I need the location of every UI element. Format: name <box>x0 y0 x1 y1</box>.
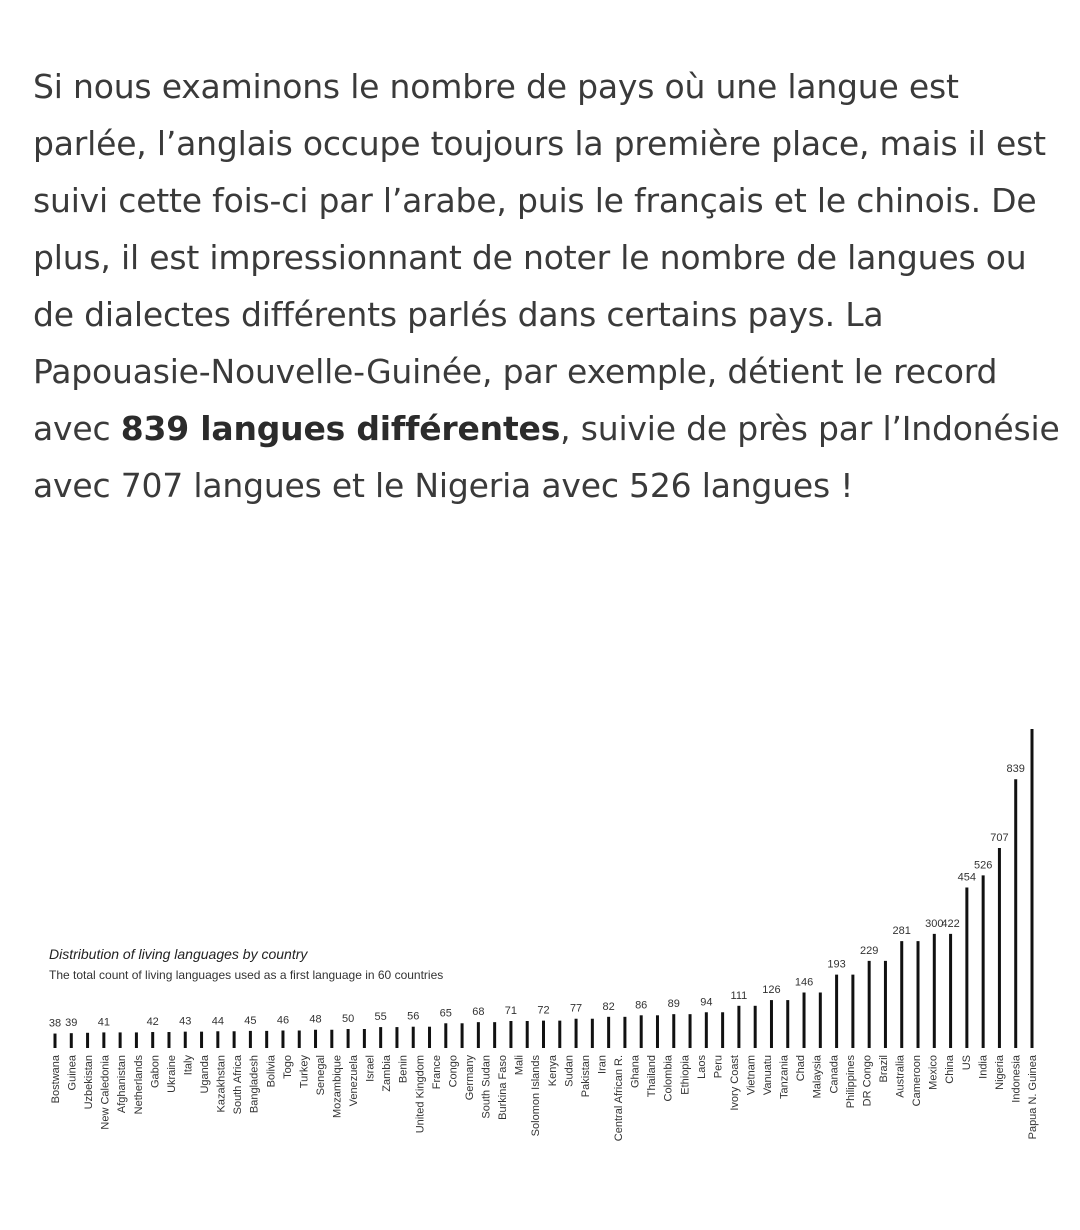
category-label: New Caledonia <box>99 1055 112 1130</box>
category-label: Mozambique <box>331 1055 344 1118</box>
value-label: 77 <box>569 1002 583 1015</box>
category-label: Ivory Coast <box>728 1055 741 1111</box>
value-label: 89 <box>667 998 680 1011</box>
value-label: 68 <box>472 1006 485 1019</box>
value-label: 45 <box>244 1014 257 1027</box>
value-label: 65 <box>439 1007 452 1020</box>
category-label: Central African R. <box>613 1055 626 1142</box>
value-label: 94 <box>700 996 713 1009</box>
value-label: 229 <box>859 944 879 957</box>
category-label: France <box>430 1055 443 1090</box>
value-label: 707 <box>990 832 1009 845</box>
value-label: 48 <box>309 1013 322 1026</box>
article-text-after: , suivie de près par l’Indonésie avec 707 langues et le Nigeria avec 526 langues ! <box>33 409 1060 505</box>
category-label: Mali <box>513 1055 526 1076</box>
category-label: Uganda <box>199 1055 212 1094</box>
category-label: Colombia <box>662 1055 675 1102</box>
category-label: Tanzania <box>778 1055 791 1100</box>
category-label: Sudan <box>563 1055 576 1087</box>
category-label: Guinea <box>66 1055 79 1091</box>
category-label: Cameroon <box>911 1055 924 1107</box>
value-label-group <box>49 763 1025 1029</box>
category-label: Pakistan <box>579 1055 592 1098</box>
category-label: Togo <box>281 1055 294 1079</box>
value-label: 281 <box>892 925 911 938</box>
category-label: United Kingdom <box>414 1055 427 1134</box>
value-label: 526 <box>973 859 993 872</box>
category-label: Australia <box>894 1055 907 1098</box>
category-label: Peru <box>712 1055 725 1079</box>
category-label: Indonesia <box>1010 1055 1023 1103</box>
chart-title: Distribution of living languages by country <box>49 946 308 962</box>
category-label: Bostwana <box>50 1055 62 1104</box>
value-label: 56 <box>407 1010 420 1023</box>
value-label: 42 <box>146 1016 159 1029</box>
value-label: 43 <box>179 1015 192 1028</box>
value-label: 193 <box>827 958 846 971</box>
bar-group <box>55 729 1032 1048</box>
category-label: South Sudan <box>480 1055 493 1119</box>
value-label: 72 <box>537 1004 550 1017</box>
category-label: Netherlands <box>132 1055 145 1115</box>
category-label: Germany <box>463 1055 476 1101</box>
value-label: 86 <box>635 999 648 1012</box>
category-label: Burkina Faso <box>497 1055 510 1120</box>
category-label: DR Congo <box>861 1055 874 1107</box>
category-label: Senegal <box>314 1055 327 1096</box>
category-label: Congo <box>447 1055 460 1088</box>
value-label: 126 <box>762 984 781 997</box>
category-label: Ghana <box>629 1055 642 1089</box>
category-label: Kenya <box>546 1055 559 1087</box>
value-label: 55 <box>374 1011 387 1024</box>
category-label: Canada <box>828 1055 841 1094</box>
category-label: Benin <box>397 1055 410 1084</box>
category-label: South Africa <box>232 1055 245 1115</box>
category-label: Italy <box>182 1055 195 1076</box>
category-label: Afghanistan <box>116 1055 129 1114</box>
value-label: 839 <box>1006 763 1025 776</box>
category-label: Israel <box>364 1055 377 1082</box>
category-label: Bolivia <box>265 1055 278 1088</box>
value-label: 111 <box>730 989 748 1002</box>
category-label: Bangladesh <box>248 1055 261 1114</box>
category-label: Mexico <box>927 1055 940 1090</box>
value-label: 50 <box>341 1012 355 1025</box>
value-label: 41 <box>97 1016 110 1029</box>
category-label: Laos <box>695 1055 708 1079</box>
category-label: Ethiopia <box>679 1055 692 1095</box>
value-label: 44 <box>211 1015 224 1028</box>
article-text-before: Si nous examinons le nombre de pays où une langue est parlée, l’anglais occupe toujours la première place, mais il est suivi cette fois-ci par l’arabe, puis le français et le chinois. De plus, il est impressionnant de noter le nombre de langues ou de dialectes différents parlés dans certains pays. La Papouasie-Nouvelle-Guinée, par exemple, détient le record avec <box>33 67 1046 448</box>
value-label: 39 <box>65 1017 78 1030</box>
category-label: India <box>977 1055 990 1079</box>
value-label: 46 <box>276 1014 290 1027</box>
category-label: Philippines <box>844 1055 857 1109</box>
value-label: 454 <box>957 871 977 884</box>
value-label: 146 <box>794 976 814 989</box>
category-label-group <box>50 1054 1039 1141</box>
category-label: Chad <box>795 1055 808 1082</box>
value-label: 71 <box>504 1005 518 1018</box>
category-label: Uzbekistan <box>83 1055 96 1110</box>
category-label: Vietnam <box>745 1055 758 1096</box>
category-label: Gabon <box>149 1055 162 1089</box>
article-highlight: 839 langues différentes <box>120 409 561 448</box>
category-label: Papua N. Guinea <box>1027 1055 1039 1140</box>
value-label: 300 <box>925 917 944 930</box>
category-label: Iran <box>596 1055 609 1074</box>
category-label: Vanuatu <box>762 1055 775 1096</box>
category-label: Nigeria <box>993 1055 1006 1090</box>
category-label: Zambia <box>381 1055 394 1092</box>
category-label: Ukraine <box>165 1055 178 1093</box>
value-label: 82 <box>602 1000 615 1013</box>
category-label: Turkey <box>298 1055 311 1089</box>
category-label: Venezuela <box>348 1055 361 1107</box>
category-label: Brazil <box>877 1055 890 1083</box>
value-label: 38 <box>48 1017 62 1030</box>
chart-subtitle: The total count of living languages used as a first language in 60 countries <box>49 968 444 982</box>
category-label: US <box>960 1055 973 1071</box>
category-label: Kazakhstan <box>215 1055 228 1113</box>
value-label: 422 <box>941 917 960 930</box>
category-label: Malaysia <box>811 1055 824 1099</box>
category-label: Thailand <box>646 1055 659 1098</box>
category-label: China <box>944 1055 957 1084</box>
category-label: Solomon Islands <box>530 1055 543 1137</box>
